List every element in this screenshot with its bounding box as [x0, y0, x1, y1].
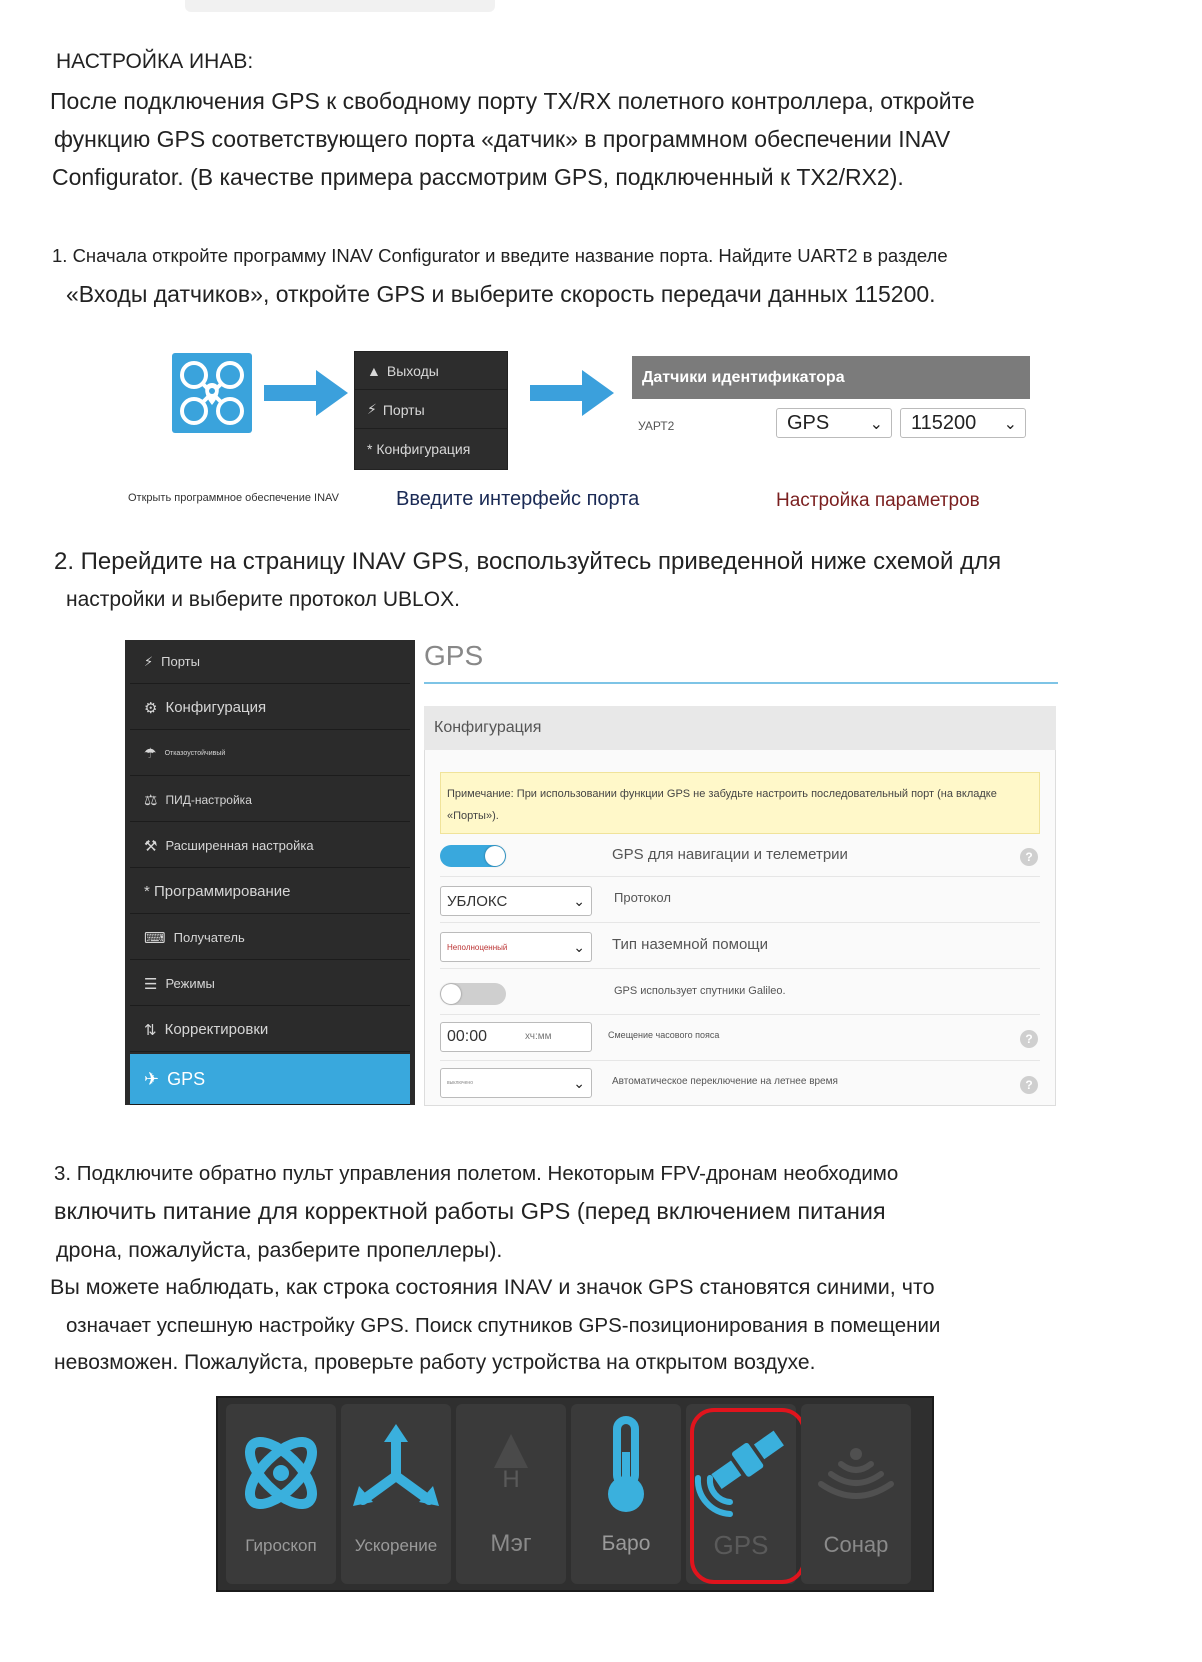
protocol-label: Протокол [614, 890, 671, 905]
configuration-header: Конфигурация [424, 706, 1056, 750]
gps-highlight-ring [690, 1408, 806, 1584]
row-divider [440, 1014, 1040, 1015]
sidebar-item-adjustments[interactable]: ⇅ Корректировки [130, 1008, 410, 1052]
sensor-gyro: Гироскоп [226, 1404, 336, 1584]
sonar-icon [801, 1420, 911, 1530]
caption-parameters: Настройка параметров [776, 490, 980, 511]
step1-line-1: 1. Сначала откройте программу INAV Configurator и введите название порта. Найдите UART2 в разделе [52, 245, 948, 266]
gyro-icon [226, 1418, 336, 1528]
intro-line-3: Configurator. (В качестве примера рассмотрим GPS, подключенный к TX2/RX2). [52, 164, 904, 190]
sensor-barometer: Баро [571, 1404, 681, 1584]
remote-icon: ⌨ [144, 929, 166, 947]
help-icon[interactable]: ? [1020, 1076, 1038, 1094]
toggle-icon: ☰ [144, 975, 158, 993]
chevron-down-icon: ⌄ [573, 893, 585, 909]
sidebar-item-failsafe[interactable]: ☂ Отказоустойчивый [130, 732, 410, 776]
sidebar-item-configuration[interactable]: ⚙ Конфигурация [130, 686, 410, 730]
menu-item-ports[interactable]: ⚡ Порты [355, 391, 507, 429]
timezone-label: Смещение часового пояса [608, 1030, 720, 1040]
sensor-gps: GPS [686, 1404, 796, 1584]
output-icon: ▲ [367, 362, 381, 379]
sensor-panel-header: Датчики идентификатора [632, 356, 1030, 399]
menu-item-outputs[interactable]: ▲ Выходы [355, 352, 507, 390]
port-label: УАРТ2 [638, 419, 675, 433]
timezone-input[interactable]: 00:00 хч:мм [440, 1022, 592, 1052]
ground-assist-label: Тип наземной помощи [612, 936, 769, 953]
step2-line-2: настройки и выберите протокол UBLOX. [66, 588, 460, 611]
help-icon[interactable]: ? [1020, 848, 1038, 866]
gear-icon: ⚙ [144, 699, 158, 717]
ports-menu [354, 351, 508, 470]
parachute-icon: ☂ [144, 745, 157, 761]
row-divider [440, 922, 1040, 923]
intro-line-2: функцию GPS соответствующего порта «датчик» в программном обеспечении INAV [54, 126, 951, 152]
step3-line-6: невозможен. Пожалуйста, проверьте работу устройства на открытом воздухе. [54, 1351, 816, 1374]
step3-line-3: дрона, пожалуйста, разберите пропеллеры). [56, 1238, 503, 1262]
arrow-right-icon [264, 368, 350, 418]
gps-nav-toggle[interactable] [440, 845, 506, 867]
caption-open-software: Открыть программное обеспечение INAV [128, 492, 339, 504]
ground-assist-select[interactable]: Неполноценный ⌄ [440, 932, 592, 962]
intro-line-1: После подключения GPS к свободному порту TX/RX полетного контроллера, откройте [50, 88, 975, 114]
chevron-down-icon: ⌄ [573, 1075, 585, 1091]
plug-icon: ⚡ [144, 653, 154, 669]
step3-line-2: включить питание для корректной работы GPS (перед включением питания [54, 1198, 886, 1224]
tree-icon: ⚖ [144, 791, 158, 809]
title-underline [424, 682, 1058, 684]
sensor-magnetometer: H Мэг [456, 1404, 566, 1584]
sidebar-item-gps[interactable]: ✈ GPS [130, 1054, 410, 1105]
sensor-sonar: Сонар [801, 1404, 911, 1584]
inav-logo [172, 353, 252, 433]
accelerometer-icon [341, 1418, 451, 1528]
sidebar-item-advanced[interactable]: ⚒ Расширенная настройка [130, 824, 410, 868]
chevron-down-icon: ⌄ [573, 939, 585, 955]
row-divider [440, 1060, 1040, 1061]
plug-icon: ⚡ [367, 401, 377, 417]
gps-note: Примечание: При использовании функции GPS не забудьте настроить последовательный порт (на вкладке «Порты»). [440, 772, 1040, 834]
sidebar-item-ports[interactable]: ⚡ Порты [130, 640, 410, 684]
top-strip [185, 0, 495, 12]
configurator-sidebar [125, 640, 415, 1105]
wrench-icon: ⚒ [144, 837, 158, 855]
gps-page-title: GPS [424, 640, 484, 671]
step1-line-2: «Входы датчиков», откройте GPS и выберите скорость передачи данных 115200. [66, 281, 936, 307]
gps-nav-label: GPS для навигации и телеметрии [612, 846, 848, 863]
galileo-toggle[interactable] [440, 983, 506, 1005]
step2-line-1: 2. Перейдите на страницу INAV GPS, воспользуйтесь приведенной ниже схемой для [54, 548, 1002, 575]
adjust-icon: ⇅ [144, 1021, 157, 1039]
sidebar-item-modes[interactable]: ☰ Режимы [130, 962, 410, 1006]
chevron-down-icon: ⌄ [1003, 416, 1017, 433]
galileo-label: GPS использует спутники Galileo. [614, 985, 786, 997]
sidebar-item-pid[interactable]: ⚖ ПИД-настройка [130, 778, 410, 822]
page-heading: НАСТРОЙКА ИНАВ: [56, 50, 254, 73]
step3-line-5: означает успешную настройку GPS. Поиск спутников GPS-позиционирования в помещении [66, 1314, 941, 1337]
sensor-accelerometer: Ускорение [341, 1404, 451, 1584]
step3-line-1: 3. Подключите обратно пульт управления полетом. Некоторым FPV-дронам необходимо [54, 1162, 899, 1185]
protocol-select[interactable]: УБЛОКС ⌄ [440, 886, 592, 916]
row-divider [440, 876, 1040, 877]
help-icon[interactable]: ? [1020, 1030, 1038, 1048]
drone-icon [172, 353, 252, 433]
step3-line-4: Вы можете наблюдать, как строка состояния INAV и значок GPS становятся синими, что [50, 1275, 935, 1299]
chevron-down-icon: ⌄ [869, 416, 883, 433]
row-divider [440, 968, 1040, 969]
arrow-right-icon [530, 368, 616, 418]
sidebar-item-programming[interactable]: * Программирование [130, 870, 410, 914]
satellite-icon: ✈ [144, 1068, 160, 1089]
sensor-select[interactable]: GPS ⌄ [776, 408, 892, 438]
baud-select[interactable]: 115200 ⌄ [900, 408, 1026, 438]
caption-port-interface: Введите интерфейс порта [396, 488, 640, 510]
sidebar-item-receiver[interactable]: ⌨ Получатель [130, 916, 410, 960]
menu-item-configuration[interactable]: * Конфигурация [367, 441, 471, 457]
dst-select[interactable]: выключено ⌄ [440, 1068, 592, 1098]
thermometer-icon [571, 1412, 681, 1522]
dst-label: Автоматическое переключение на летнее время [612, 1076, 838, 1087]
